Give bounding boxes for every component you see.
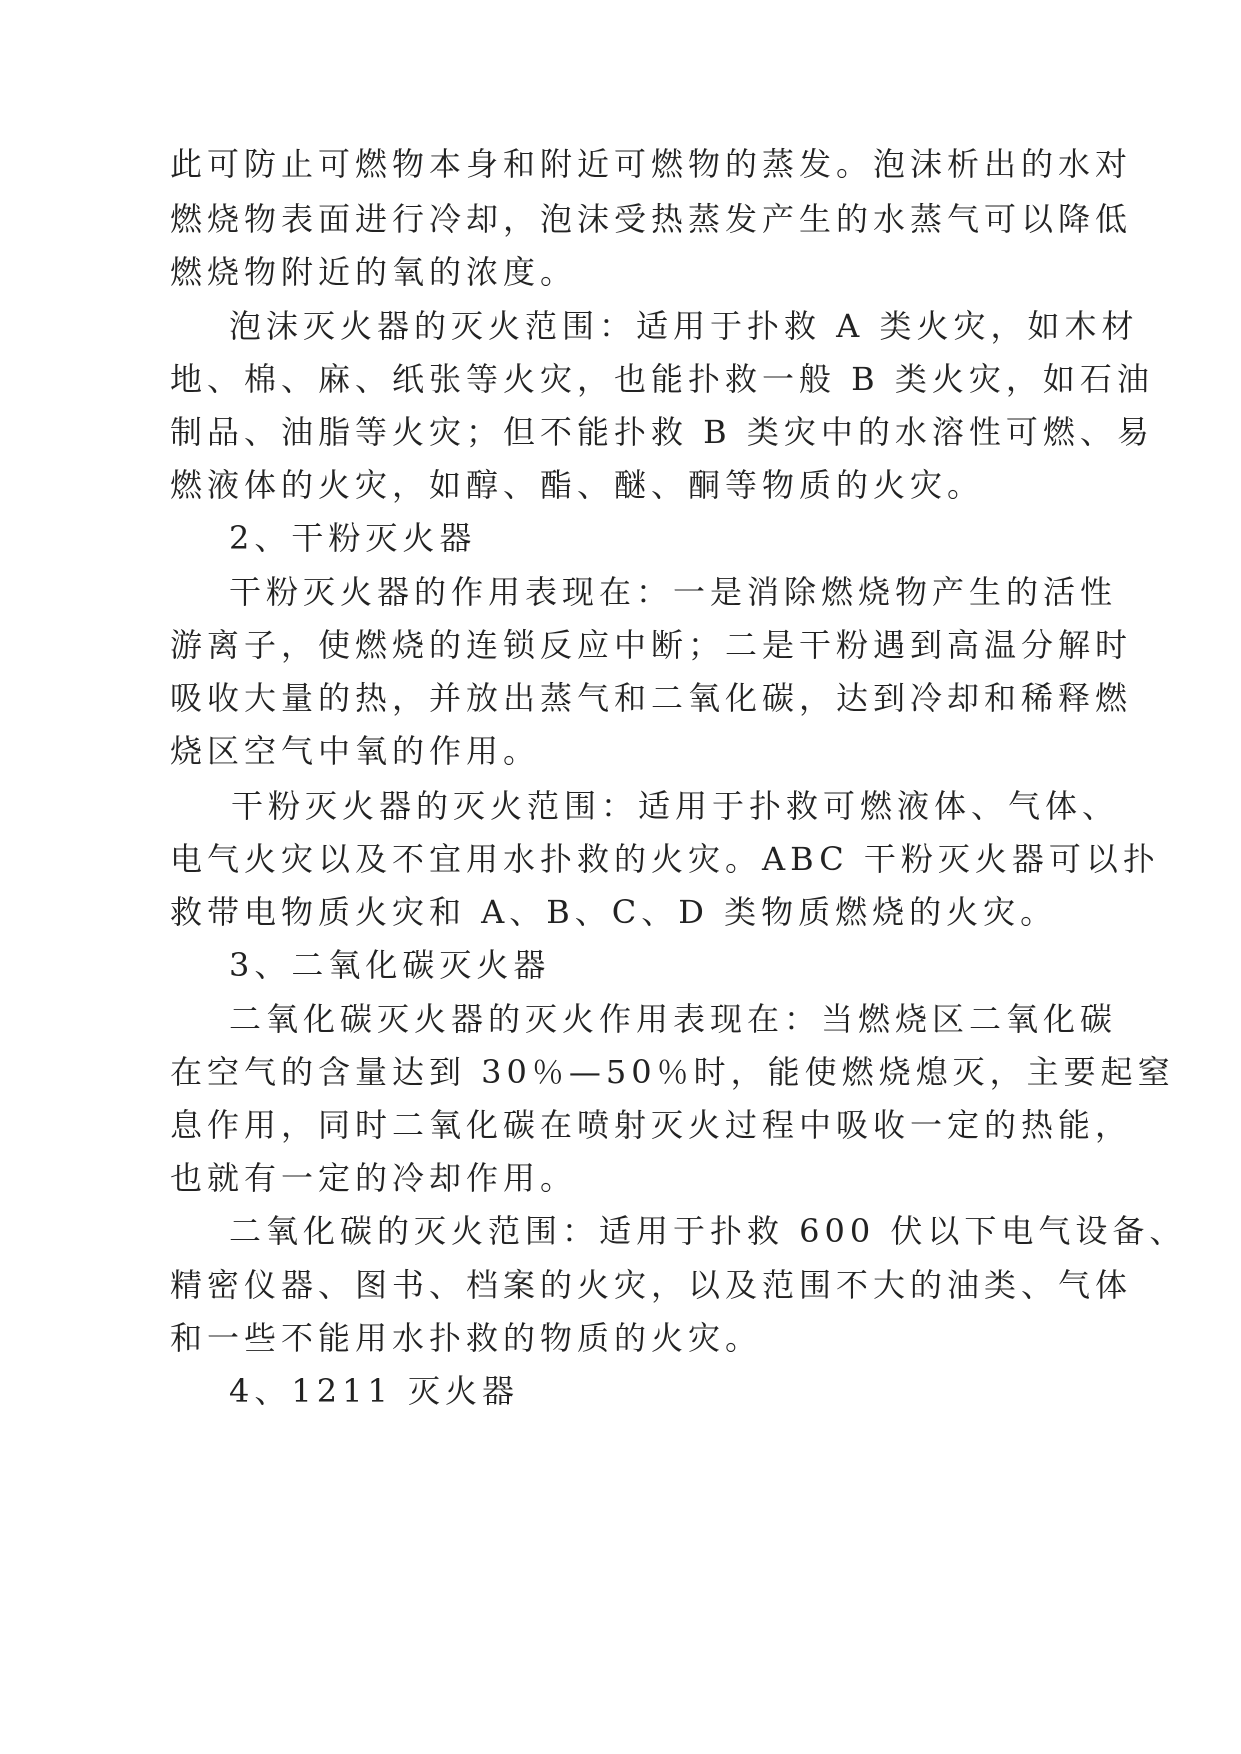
body-line: 烧区空气中氧的作用。 — [170, 732, 541, 770]
body-line: 燃烧物表面进行冷却，泡沫受热蒸发产生的水蒸气可以降低 — [170, 200, 1133, 238]
body-line: 在空气的含量达到 30％—50％时，能使燃烧熄灭，主要起窒 — [170, 1053, 1175, 1091]
body-line: 也就有一定的冷却作用。 — [170, 1159, 578, 1197]
body-line: 游离子，使燃烧的连锁反应中断；二是干粉遇到高温分解时 — [170, 626, 1133, 664]
body-line: 息作用，同时二氧化碳在喷射灭火过程中吸收一定的热能， — [170, 1106, 1133, 1144]
body-line: 吸收大量的热，并放出蒸气和二氧化碳，达到冷却和稀释燃 — [170, 679, 1133, 717]
body-line: 干粉灭火器的灭火范围：适用于扑救可燃液体、气体、 — [231, 787, 1120, 825]
body-line: 救带电物质火灾和 A、B、C、D 类物质燃烧的火灾。 — [170, 893, 1058, 931]
body-line: 电气火灾以及不宜用水扑救的火灾。ABC 干粉灭火器可以扑 — [170, 840, 1160, 878]
body-line: 泡沫灭火器的灭火范围：适用于扑救 A 类火灾，如木材 — [229, 307, 1139, 345]
body-line: 精密仪器、图书、档案的火灾，以及范围不大的油类、气体 — [170, 1266, 1133, 1304]
body-line: 二氧化碳的灭火范围：适用于扑救 600 伏以下电气设备、 — [229, 1212, 1187, 1250]
body-line: 此可防止可燃物本身和附近可燃物的蒸发。泡沫析出的水对 — [170, 145, 1133, 183]
body-line: 燃液体的火灾，如醇、酯、醚、酮等物质的火灾。 — [170, 466, 985, 504]
body-line: 和一些不能用水扑救的物质的火灾。 — [170, 1319, 763, 1357]
section-heading: 4、1211 灭火器 — [229, 1372, 519, 1410]
body-line: 燃烧物附近的氧的浓度。 — [170, 253, 578, 291]
body-line: 二氧化碳灭火器的灭火作用表现在：当燃烧区二氧化碳 — [229, 1000, 1118, 1038]
body-line: 地、棉、麻、纸张等火灾，也能扑救一般 B 类火灾，如石油 — [170, 360, 1154, 398]
body-line: 干粉灭火器的作用表现在：一是消除燃烧物产生的活性 — [229, 573, 1118, 611]
section-heading: 3、二氧化碳灭火器 — [229, 946, 551, 984]
section-heading: 2、干粉灭火器 — [229, 519, 477, 557]
body-line: 制品、油脂等火灾；但不能扑救 B 类灾中的水溶性可燃、易 — [170, 413, 1154, 451]
